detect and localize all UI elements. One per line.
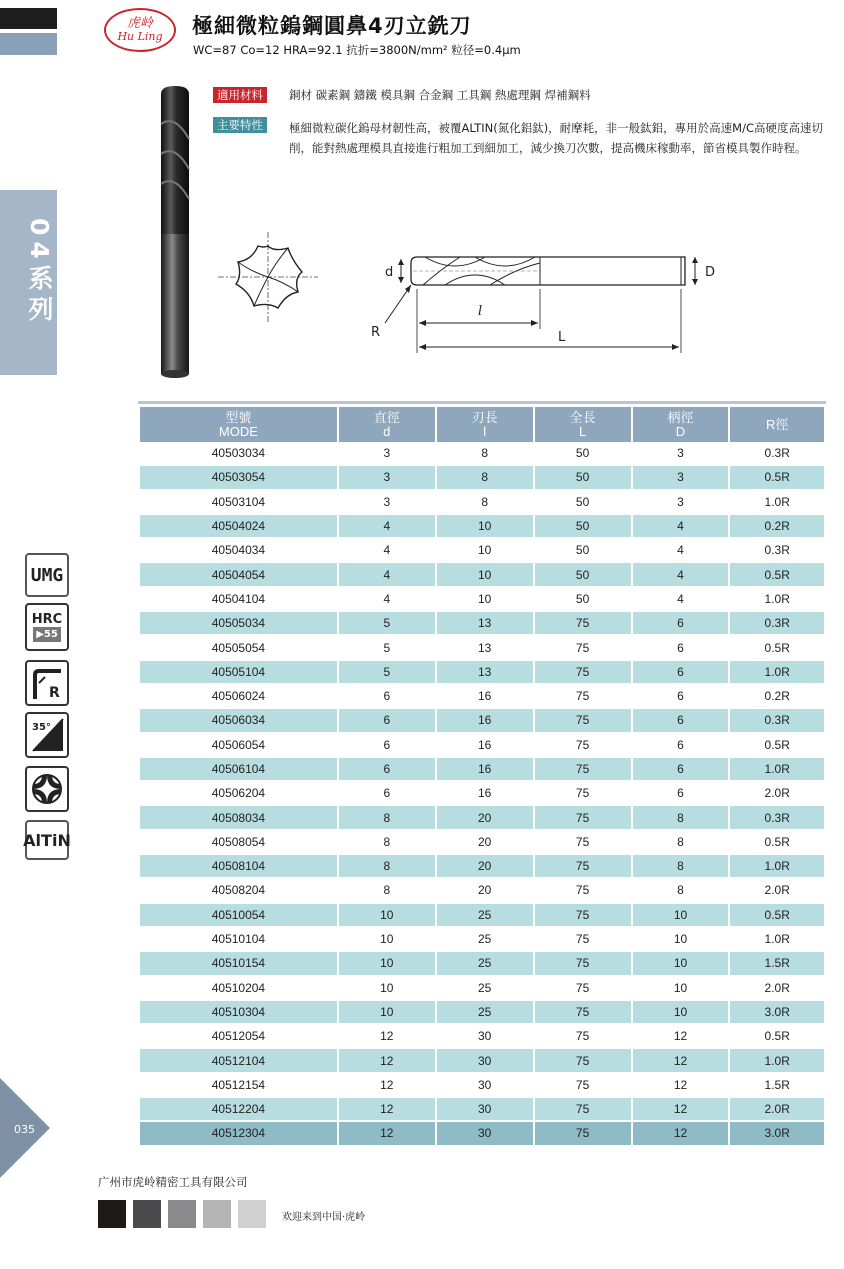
dim-L-label: L [558,330,566,345]
cell-flute-length: 30 [437,1074,533,1098]
altin-coating-icon [25,820,69,860]
logo-latin: Hu Ling [117,30,163,43]
cell-flute-length: 25 [437,928,533,952]
cell-flute-length: 8 [437,442,533,466]
cell-overall-length: 75 [535,709,631,733]
cell-corner-radius: 1.0R [730,855,824,879]
cell-shank-diameter: 10 [633,904,729,928]
cell-diameter: 12 [339,1122,435,1146]
cell-corner-radius: 2.0R [730,879,824,903]
cell-corner-radius: 0.2R [730,685,824,709]
cell-flute-length: 13 [437,661,533,685]
cell-model: 40503054 [140,466,337,490]
table-row [140,1025,824,1049]
cell-shank-diameter: 6 [633,782,729,806]
cell-corner-radius: 0.5R [730,466,824,490]
materials-tag: 適用材料 [213,87,267,103]
color-swatch [238,1200,266,1228]
table-header-row [140,407,824,442]
header-diameter-en: d [383,423,391,439]
cell-model: 40506024 [140,685,337,709]
cell-model: 40508104 [140,855,337,879]
cell-flute-length: 16 [437,709,533,733]
cell-flute-length: 20 [437,831,533,855]
table-row [140,734,824,758]
cell-overall-length: 75 [535,1001,631,1025]
cell-model: 40512204 [140,1098,337,1122]
cell-diameter: 5 [339,636,435,660]
cell-flute-length: 13 [437,612,533,636]
cell-corner-radius: 0.5R [730,904,824,928]
table-row [140,685,824,709]
color-swatch [203,1200,231,1228]
table-row [140,1098,824,1122]
cell-diameter: 8 [339,879,435,903]
cell-overall-length: 75 [535,952,631,976]
table-row [140,855,824,879]
cell-corner-radius: 1.5R [730,1074,824,1098]
table-top-rule [138,401,826,404]
cell-overall-length: 50 [535,539,631,563]
table-row [140,563,824,587]
cell-diameter: 10 [339,977,435,1001]
cell-shank-diameter: 6 [633,636,729,660]
cell-shank-diameter: 3 [633,466,729,490]
helix-angle-graphic [29,717,65,753]
corner-radius-label: R [49,685,60,701]
cell-flute-length: 10 [437,539,533,563]
cell-corner-radius: 0.5R [730,1025,824,1049]
cell-overall-length: 75 [535,806,631,830]
cell-corner-radius: 1.5R [730,952,824,976]
cell-model: 40508204 [140,879,337,903]
cell-overall-length: 50 [535,442,631,466]
cell-overall-length: 75 [535,758,631,782]
cell-diameter: 8 [339,855,435,879]
cell-corner-radius: 0.5R [730,831,824,855]
cell-overall-length: 75 [535,1098,631,1122]
header-model [140,407,337,442]
cell-model: 40506104 [140,758,337,782]
cell-corner-radius: 2.0R [730,1098,824,1122]
header-corner-radius [730,407,824,442]
cell-shank-diameter: 4 [633,539,729,563]
cell-overall-length: 75 [535,782,631,806]
cell-shank-diameter: 12 [633,1025,729,1049]
table-row [140,661,824,685]
hrc-label: HRC [31,612,63,627]
color-swatch [168,1200,196,1228]
cell-overall-length: 75 [535,685,631,709]
cell-model: 40510054 [140,904,337,928]
cell-model: 40512154 [140,1074,337,1098]
cell-shank-diameter: 6 [633,758,729,782]
four-flute-graphic [30,772,64,806]
cell-corner-radius: 1.0R [730,1049,824,1073]
table-row [140,539,824,563]
cell-diameter: 12 [339,1049,435,1073]
cell-flute-length: 30 [437,1049,533,1073]
end-mill-photo [155,84,195,380]
header-shank-diameter-zh: 柄徑 [667,409,694,425]
cell-corner-radius: 0.5R [730,563,824,587]
header-flute-length-en: l [483,423,487,439]
cell-diameter: 5 [339,612,435,636]
cell-diameter: 4 [339,515,435,539]
cell-diameter: 6 [339,709,435,733]
cell-flute-length: 10 [437,588,533,612]
materials-text: 銅材 碳素鋼 鑄鐵 模具鋼 合金鋼 工具鋼 熱處理鋼 焊補鋼料 [289,88,591,102]
table-row [140,709,824,733]
cell-corner-radius: 0.3R [730,806,824,830]
cell-corner-radius: 0.2R [730,515,824,539]
cell-diameter: 6 [339,758,435,782]
table-row [140,928,824,952]
table-row [140,636,824,660]
table-row [140,952,824,976]
cell-diameter: 6 [339,734,435,758]
table-row [140,515,824,539]
material-spec: WC=87 Co=12 HRA=92.1 抗折=3800N/mm² 粒径=0.4μm [193,43,521,57]
cell-overall-length: 75 [535,734,631,758]
header-overall-length [535,407,631,442]
cell-flute-length: 10 [437,515,533,539]
cell-shank-diameter: 6 [633,734,729,758]
table-row [140,491,824,515]
dim-l-label: l [478,304,483,319]
spec-table [138,407,826,1147]
cell-corner-radius: 3.0R [730,1122,824,1146]
cell-overall-length: 75 [535,904,631,928]
cell-flute-length: 30 [437,1098,533,1122]
cell-model: 40506034 [140,709,337,733]
table-row [140,977,824,1001]
cell-overall-length: 75 [535,612,631,636]
cell-corner-radius: 1.0R [730,491,824,515]
table-row [140,442,824,466]
cell-diameter: 10 [339,1001,435,1025]
cell-model: 40512304 [140,1122,337,1146]
cell-overall-length: 75 [535,977,631,1001]
cell-model: 40510154 [140,952,337,976]
cell-flute-length: 16 [437,685,533,709]
helix-angle-icon [25,712,69,758]
table-row [140,466,824,490]
cell-diameter: 8 [339,831,435,855]
cell-flute-length: 20 [437,879,533,903]
cell-model: 40506204 [140,782,337,806]
page-title: 極細微粒鎢鋼圓鼻4刃立銑刀 [192,14,472,38]
cell-diameter: 10 [339,928,435,952]
cell-flute-length: 30 [437,1122,533,1146]
cell-diameter: 3 [339,466,435,490]
cell-corner-radius: 3.0R [730,1001,824,1025]
cell-shank-diameter: 4 [633,588,729,612]
cell-model: 40504034 [140,539,337,563]
cell-diameter: 10 [339,952,435,976]
header-flute-length-zh: 刃長 [471,409,498,425]
table-row [140,1049,824,1073]
cell-model: 40503034 [140,442,337,466]
cell-flute-length: 20 [437,806,533,830]
cell-shank-diameter: 12 [633,1098,729,1122]
header-shank-diameter [633,407,729,442]
cell-diameter: 6 [339,685,435,709]
cell-shank-diameter: 3 [633,442,729,466]
cell-shank-diameter: 8 [633,879,729,903]
cell-flute-length: 13 [437,636,533,660]
cell-diameter: 3 [339,491,435,515]
cell-shank-diameter: 6 [633,612,729,636]
corner-radius-icon [25,660,69,706]
cell-corner-radius: 0.3R [730,709,824,733]
table-row [140,806,824,830]
cell-diameter: 8 [339,806,435,830]
header-overall-length-zh: 全長 [569,409,596,425]
header-diameter-zh: 直徑 [373,409,400,425]
cell-overall-length: 75 [535,879,631,903]
cell-model: 40506054 [140,734,337,758]
cell-shank-diameter: 6 [633,661,729,685]
cell-flute-length: 25 [437,1001,533,1025]
cell-model: 40505104 [140,661,337,685]
cell-corner-radius: 1.0R [730,588,824,612]
cell-corner-radius: 1.0R [730,661,824,685]
table-body [140,442,824,1147]
cell-flute-length: 25 [437,904,533,928]
cell-overall-length: 50 [535,491,631,515]
cell-flute-length: 8 [437,466,533,490]
page-number: 035 [14,1123,35,1136]
series-label: 04系列 [25,218,54,327]
cell-model: 40508034 [140,806,337,830]
cell-diameter: 5 [339,661,435,685]
cell-flute-length: 16 [437,758,533,782]
dim-d-label: d [385,265,394,280]
header-model-zh: 型號 [225,409,252,425]
table-row [140,782,824,806]
corner-radius-graphic [29,665,65,701]
dim-D-label: D [705,265,715,280]
table-row [140,1001,824,1025]
table-row [140,904,824,928]
cell-diameter: 12 [339,1025,435,1049]
table-row [140,831,824,855]
cell-overall-length: 50 [535,588,631,612]
cell-shank-diameter: 10 [633,928,729,952]
features-tag: 主要特性 [213,117,267,133]
cell-overall-length: 75 [535,1074,631,1098]
header-overall-length-en: L [578,423,587,439]
cell-model: 40510204 [140,977,337,1001]
cell-shank-diameter: 12 [633,1122,729,1146]
welcome-text: 欢迎来到中国·虎岭 [282,1212,366,1223]
cell-diameter: 3 [339,442,435,466]
cell-diameter: 10 [339,904,435,928]
cell-flute-length: 10 [437,563,533,587]
cell-shank-diameter: 8 [633,855,729,879]
cell-corner-radius: 0.3R [730,539,824,563]
cell-model: 40512054 [140,1025,337,1049]
cell-overall-length: 75 [535,1122,631,1146]
cell-shank-diameter: 8 [633,806,729,830]
color-swatch [133,1200,161,1228]
cell-shank-diameter: 12 [633,1074,729,1098]
cell-shank-diameter: 4 [633,563,729,587]
cell-model: 40503104 [140,491,337,515]
cell-flute-length: 8 [437,491,533,515]
tool-dimension-drawing [365,245,715,360]
header-diameter [339,407,435,442]
cell-model: 40504104 [140,588,337,612]
cell-corner-radius: 1.0R [730,758,824,782]
cell-shank-diameter: 6 [633,685,729,709]
cell-shank-diameter: 10 [633,952,729,976]
cell-diameter: 4 [339,539,435,563]
umg-icon [25,553,69,597]
cell-corner-radius: 1.0R [730,928,824,952]
cell-flute-length: 30 [437,1025,533,1049]
header-blue-bar [0,33,57,55]
cell-overall-length: 75 [535,855,631,879]
cell-model: 40510104 [140,928,337,952]
logo-chinese: 虎岭 [126,16,153,31]
cell-diameter: 4 [339,563,435,587]
cross-section-diagram [218,232,318,322]
cell-overall-length: 50 [535,515,631,539]
cell-shank-diameter: 10 [633,1001,729,1025]
altin-label: AlTiN [23,830,71,850]
cell-shank-diameter: 8 [633,831,729,855]
hrc-icon [25,603,69,651]
cell-corner-radius: 2.0R [730,782,824,806]
cell-overall-length: 50 [535,466,631,490]
cell-flute-length: 20 [437,855,533,879]
header-flute-length [437,407,533,442]
company-name: 广州市虎岭精密工具有限公司 [98,1175,248,1189]
cell-flute-length: 25 [437,952,533,976]
cell-shank-diameter: 10 [633,977,729,1001]
table-row [140,612,824,636]
cell-corner-radius: 2.0R [730,977,824,1001]
cell-overall-length: 75 [535,636,631,660]
cell-shank-diameter: 6 [633,709,729,733]
table-row [140,1074,824,1098]
table-row [140,879,824,903]
cell-overall-length: 75 [535,928,631,952]
cell-model: 40504054 [140,563,337,587]
cell-model: 40510304 [140,1001,337,1025]
header-corner-radius-zh: R徑 [766,416,789,432]
cell-diameter: 12 [339,1098,435,1122]
cell-diameter: 12 [339,1074,435,1098]
cell-model: 40504024 [140,515,337,539]
header-shank-diameter-en: D [675,423,686,439]
cell-corner-radius: 0.3R [730,442,824,466]
cell-overall-length: 75 [535,831,631,855]
cell-flute-length: 25 [437,977,533,1001]
cell-shank-diameter: 12 [633,1049,729,1073]
cell-model: 40505034 [140,612,337,636]
cell-shank-diameter: 4 [633,515,729,539]
table-row [140,1122,824,1146]
series-tab [0,190,57,375]
hrc-value: ▶55 [33,627,61,642]
cell-overall-length: 75 [535,1049,631,1073]
table-row [140,588,824,612]
cell-diameter: 4 [339,588,435,612]
cell-overall-length: 50 [535,563,631,587]
cell-model: 40508054 [140,831,337,855]
cell-model: 40512104 [140,1049,337,1073]
four-flute-icon [25,766,69,812]
table-row [140,758,824,782]
cell-flute-length: 16 [437,782,533,806]
cell-corner-radius: 0.3R [730,612,824,636]
color-swatch [98,1200,126,1228]
features-text: 極細微粒碳化鎢母材韌性高，被覆ALTIN(氮化鋁鈦)，耐摩耗，非一般鈦鋁，專用於高速M/C高硬度高速切削，能對熱處理模具直接進行粗加工到細加工，減少換刀次數，提高機床稼動率，節省模具製作時程。 [289,121,824,155]
umg-label: UMG [30,564,64,586]
cell-overall-length: 75 [535,1025,631,1049]
cell-corner-radius: 0.5R [730,636,824,660]
cell-shank-diameter: 3 [633,491,729,515]
cell-flute-length: 16 [437,734,533,758]
dim-R-label: R [371,325,381,340]
cell-corner-radius: 0.5R [730,734,824,758]
header-black-bar [0,8,57,29]
header-model-en: MODE [218,423,258,439]
cell-diameter: 6 [339,782,435,806]
helix-angle-label: 35° [32,722,51,733]
cell-model: 40505054 [140,636,337,660]
brand-logo [104,8,176,52]
cell-overall-length: 75 [535,661,631,685]
